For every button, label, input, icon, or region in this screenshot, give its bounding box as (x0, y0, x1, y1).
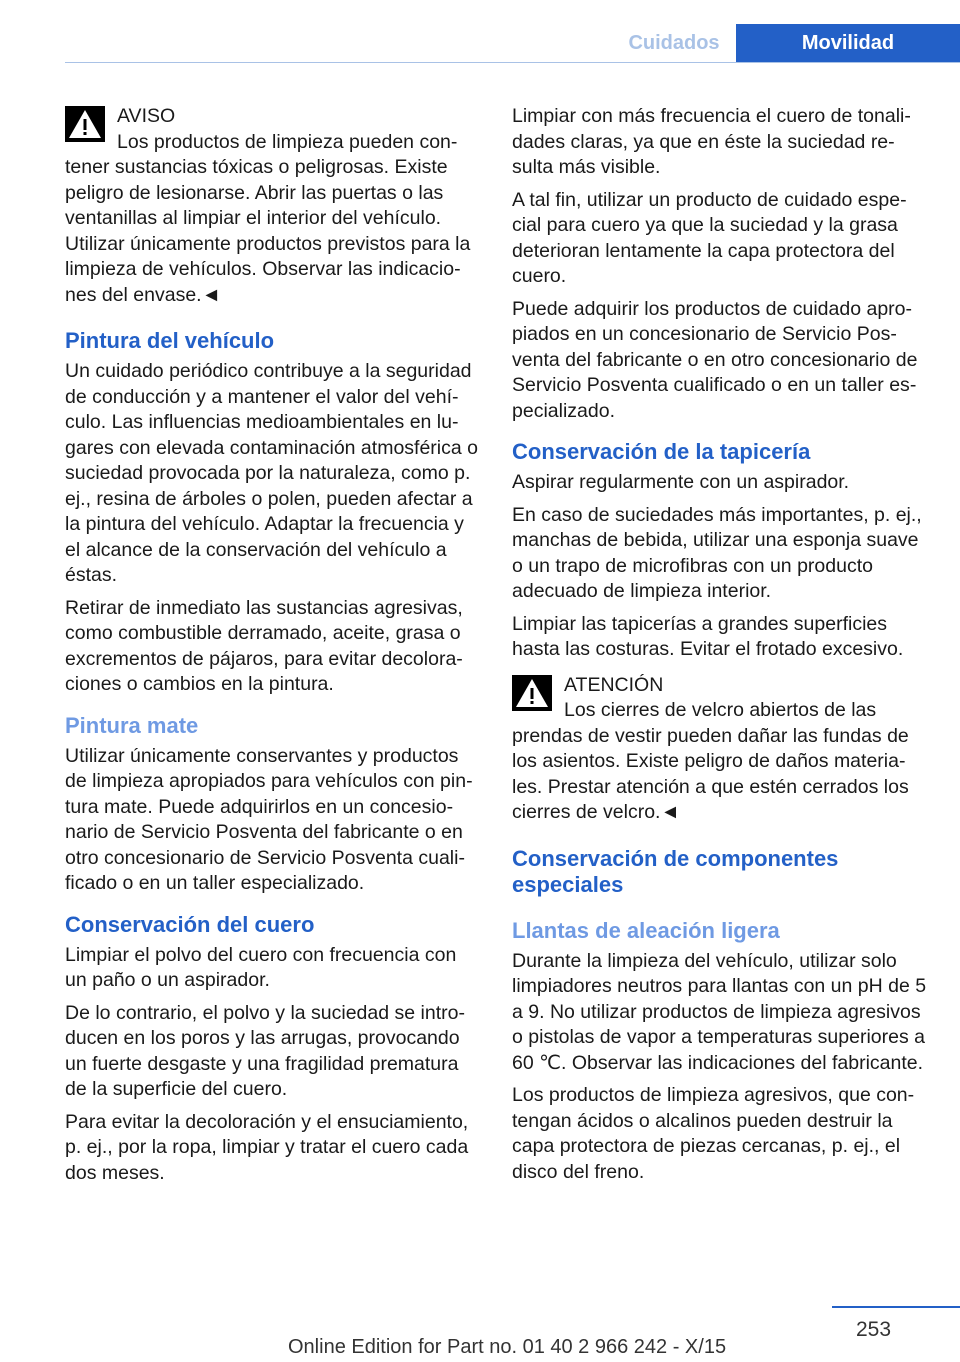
warning-text: Los cierres de velcro abiertos de las prendas de vestir pueden dañar las fundas de los asientos. Existe peligro de daños materiales. Prestar atención a que estén cerrados los cierres de velcro.◄ (512, 699, 909, 823)
warning-text: Los productos de limpieza pueden contener sustancias tóxicas o peligrosas. Existe peligro de lesionarse. Abrir las puertas o las ventanillas al limpiar el interior del vehículo. Utilizar únicamente productos previstos para la limpieza de vehículos. Observar las indicaciones del envase.◄ (65, 130, 471, 306)
paragraph: En caso de suciedades más importantes, p. ej., manchas de bebida, utilizar una esponja suave o un trapo de microfibras con un producto adecuado de limpieza interior. (512, 503, 922, 602)
tab-movilidad[interactable]: Movilidad (736, 24, 960, 62)
right-column (512, 104, 928, 1192)
heading-pintura-mate: Pintura mate (65, 712, 199, 738)
warning-atencion (512, 673, 928, 826)
paragraph: Los productos de limpieza agresivos, que contengan ácidos o alcalinos pueden destruir la capa protectora de piezas cercanas, p. ej., el disco del freno. (512, 1084, 915, 1183)
paragraph: A tal fin, utilizar un producto de cuidado especial para cuero ya que la suciedad y la grasa deterioran lentamente la capa protectora del cuero. (512, 188, 907, 287)
warning-title: AVISO (117, 105, 176, 127)
paragraph: Un cuidado periódico contribuye a la seguridad de conducción y a mantener el valor del vehículo. Las influencias medioambientales en lugares con elevada contaminación atmosférica o suciedad provocada por la naturaleza, como p. ej., resina de árboles o polen, pueden afectar a la pintura del vehículo. Adaptar la frecuencia y el alcance de la conservación del vehículo a éstas. (65, 360, 478, 586)
heading-conservacion-cuero: Conservación del cuero (65, 911, 315, 937)
heading-llantas-aleacion: Llantas de aleación ligera (512, 917, 780, 943)
edition-footer: Online Edition for Part no. 01 40 2 966 242 - X/15 (288, 1336, 727, 1358)
paragraph: Retirar de inmediato las sustancias agresivas, como combustible derramado, aceite, grasa o excrementos de pájaros, para evitar decoloraciones o cambios en la pintura. (65, 596, 463, 695)
paragraph: Limpiar el polvo del cuero con frecuencia con un paño o un aspirador. (65, 943, 457, 991)
heading-pintura-vehiculo: Pintura del vehículo (65, 328, 275, 353)
heading-conservacion-tapiceria: Conservación de la tapicería (512, 439, 811, 464)
paragraph: Puede adquirir los productos de cuidado apropiados en un concesionario de Servicio Posventa del fabricante o en otro concesionario de Servicio Posventa cualificado o en un taller especializado. (512, 297, 918, 422)
warning-title: ATENCIÓN (564, 673, 664, 696)
paragraph: Limpiar las tapicerías a grandes superficies hasta las costuras. Evitar el frotado excesivo. (512, 612, 904, 660)
left-column (65, 104, 481, 1193)
paragraph: Para evitar la decoloración y el ensuciamiento, p. ej., por la ropa, limpiar y tratar el cuero cada dos meses. (65, 1110, 469, 1184)
tab-cuidados[interactable]: Cuidados (628, 32, 720, 54)
paragraph: Aspirar regularmente con un aspirador. (512, 471, 850, 493)
paragraph: Durante la limpieza del vehículo, utilizar solo limpiadores neutros para llantas con un pH de 5 a 9. No utilizar productos de limpieza agresivos o pistolas de vapor a temperaturas superiores a 60 ℃. Observar las indicaciones del fabricante. (512, 949, 927, 1074)
warning-aviso (65, 104, 481, 308)
heading-componentes-especiales: Conservación de componentes especiales (512, 845, 839, 897)
page-number: 253 (856, 1318, 892, 1341)
paragraph: De lo contrario, el polvo y la suciedad se introducen en los poros y las arrugas, provocando un fuerte desgaste y una fragilidad prematura de la superficie del cuero. (65, 1001, 465, 1100)
paragraph: Utilizar únicamente conservantes y productos de limpieza apropiados para vehículos con pintura mate. Puede adquirirlos en un concesionario de Servicio Posventa del fabricante o en otro concesionario de Servicio Posventa cualificado o en un taller especializado. (65, 744, 473, 894)
paragraph: Limpiar con más frecuencia el cuero de tonalidades claras, ya que en éste la suciedad resulta más visible. (512, 105, 911, 178)
warning-triangle-icon (65, 106, 105, 142)
warning-triangle-icon (512, 675, 552, 711)
footer-divider (832, 1306, 960, 1308)
page-header (65, 24, 960, 63)
